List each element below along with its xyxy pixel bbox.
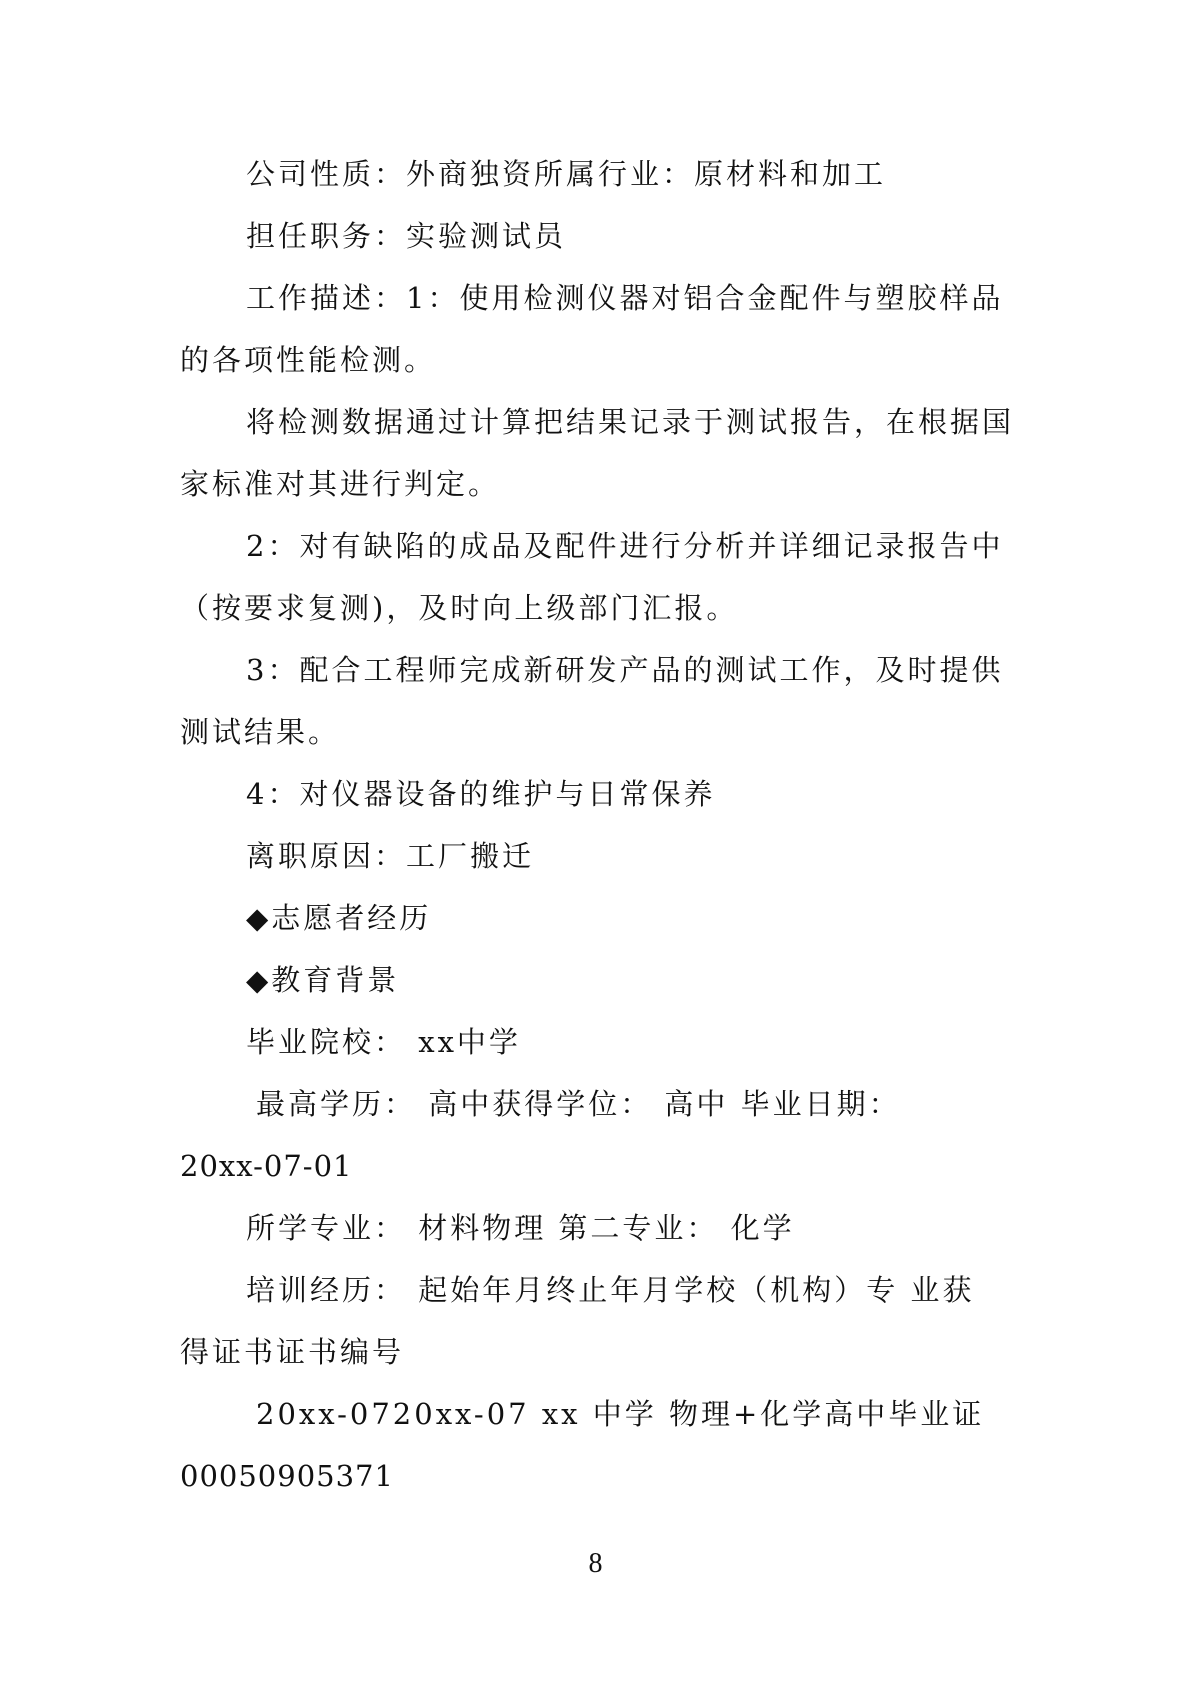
engineer-support-line: 3：配合工程师完成新研发产品的测试工作，及时提供 bbox=[246, 653, 1004, 687]
defect-analysis-line: 2：对有缺陷的成品及配件进行分析并详细记录报告中 bbox=[246, 529, 1004, 563]
training-record-line: 20xx-0720xx-07 xx 中学 物理+化学高中毕业证 bbox=[256, 1397, 985, 1431]
degree-line: 最高学历： 高中获得学位： 高中 毕业日期： bbox=[256, 1087, 901, 1121]
equipment-maintenance-line: 4：对仪器设备的维护与日常保养 bbox=[246, 777, 716, 811]
graduation-date-line: 20xx-07-01 bbox=[180, 1149, 353, 1183]
job-description-line: 工作描述：1：使用检测仪器对铝合金配件与塑胶样品 bbox=[246, 281, 1004, 315]
volunteer-heading: ◆志愿者经历 bbox=[246, 901, 432, 935]
certificate-number-line: 00050905371 bbox=[180, 1459, 394, 1493]
education-heading: ◆教育背景 bbox=[246, 963, 400, 997]
document-body bbox=[180, 143, 1016, 1507]
position-line: 担任职务：实验测试员 bbox=[246, 219, 567, 253]
company-type-line: 公司性质：外商独资所属行业：原材料和加工 bbox=[246, 157, 887, 191]
page-number: 8 bbox=[588, 1548, 603, 1579]
training-line: 培训经历： 起始年月终止年月学校（机构）专 业获 bbox=[246, 1273, 975, 1307]
engineer-support-continued: 测试结果。 bbox=[180, 715, 341, 749]
job-description-continued: 的各项性能检测。 bbox=[180, 343, 437, 377]
school-line: 毕业院校： xx中学 bbox=[246, 1025, 521, 1059]
record-data-line: 将检测数据通过计算把结果记录于测试报告，在根据国 bbox=[246, 405, 1015, 439]
defect-analysis-continued: （按要求复测)，及时向上级部门汇报。 bbox=[180, 591, 739, 625]
leaving-reason-line: 离职原因：工厂搬迁 bbox=[246, 839, 535, 873]
major-line: 所学专业： 材料物理 第二专业： 化学 bbox=[246, 1211, 795, 1245]
training-continued: 得证书证书编号 bbox=[180, 1335, 405, 1369]
record-data-continued: 家标准对其进行判定。 bbox=[180, 467, 501, 501]
